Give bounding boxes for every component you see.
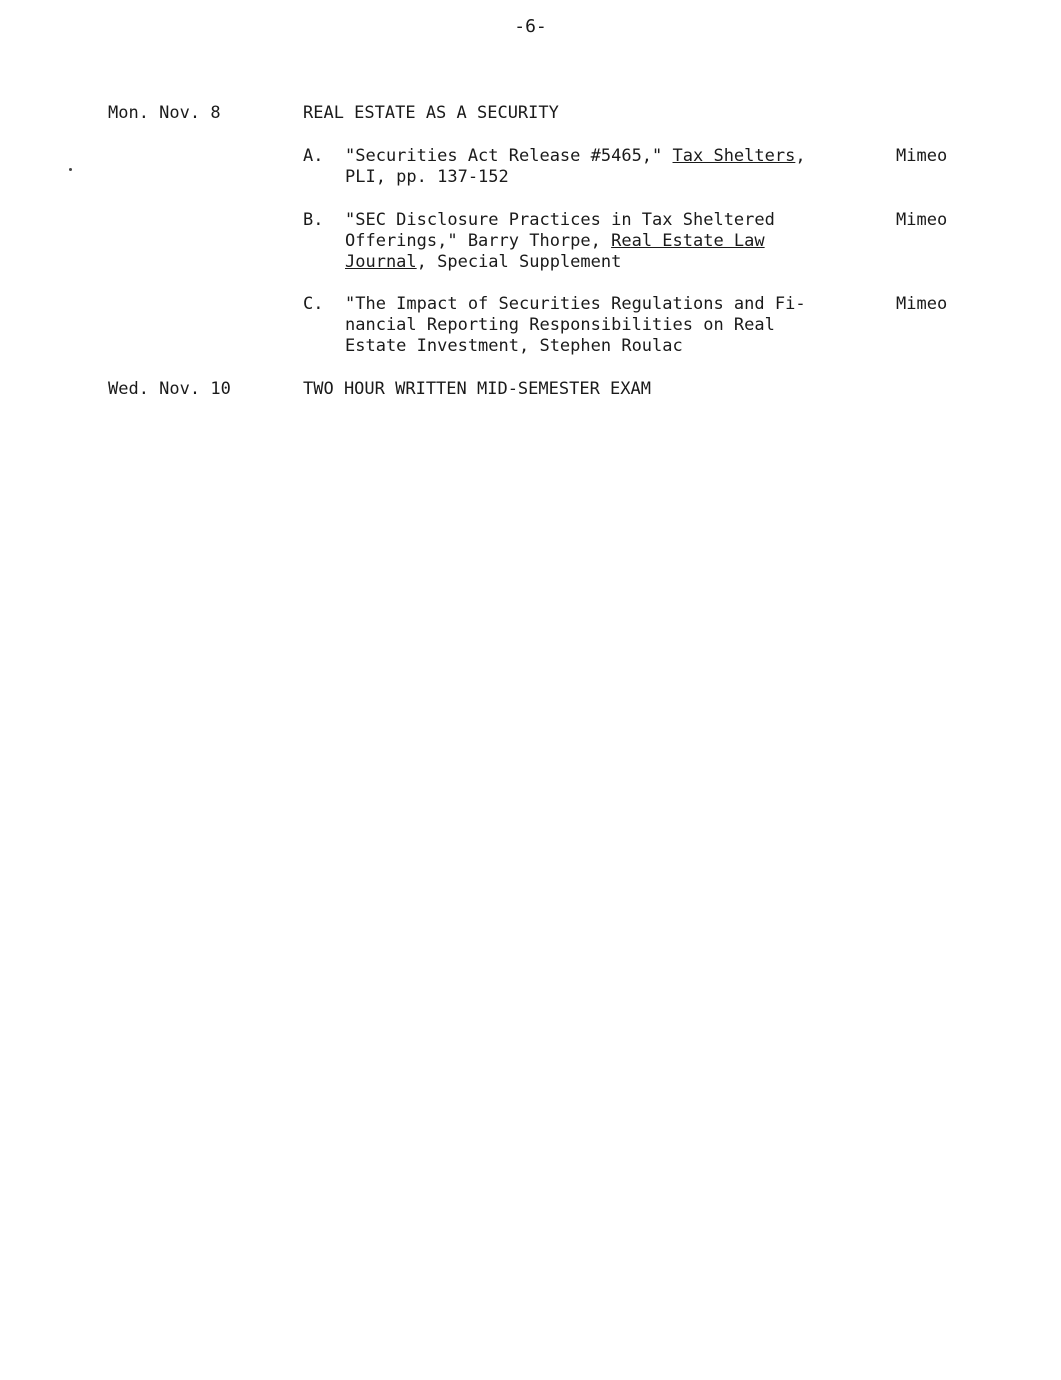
reading-citation	[345, 146, 875, 188]
session-topic: TWO HOUR WRITTEN MID-SEMESTER EXAM	[303, 379, 651, 399]
session-topic: REAL ESTATE AS A SECURITY	[303, 103, 559, 123]
reading-source: Mimeo	[896, 146, 948, 166]
page-number: -6-	[514, 16, 547, 37]
citation-text: "Securities Act Release #5465,"	[345, 146, 673, 166]
citation-text: ,	[795, 146, 806, 166]
reading-source: Mimeo	[896, 210, 948, 230]
citation-text: "The Impact of Securities Regulations and Fi-	[345, 294, 806, 314]
reading-letter: C.	[303, 294, 324, 314]
citation-text: PLI, pp. 137-152	[345, 167, 509, 187]
reading-citation	[345, 210, 875, 273]
session-date: Wed. Nov. 10	[108, 379, 231, 399]
citation-text: , Special Supplement	[416, 252, 622, 272]
citation-text: Offerings," Barry Thorpe,	[345, 231, 612, 251]
reading-letter: B.	[303, 210, 324, 230]
citation-text: nancial Reporting Responsibilities on Real	[345, 315, 775, 335]
publication-title: Tax Shelters	[672, 146, 796, 166]
reading-source: Mimeo	[896, 294, 948, 314]
publication-title: Real Estate Law	[611, 231, 765, 251]
session-date: Mon. Nov. 8	[108, 103, 221, 123]
citation-text: "SEC Disclosure Practices in Tax Sheltered	[345, 210, 775, 230]
reading-letter: A.	[303, 146, 324, 166]
stray-mark	[69, 168, 72, 171]
reading-citation	[345, 294, 875, 357]
publication-title: Journal	[345, 252, 417, 272]
citation-text: Estate Investment, Stephen Roulac	[345, 336, 683, 356]
